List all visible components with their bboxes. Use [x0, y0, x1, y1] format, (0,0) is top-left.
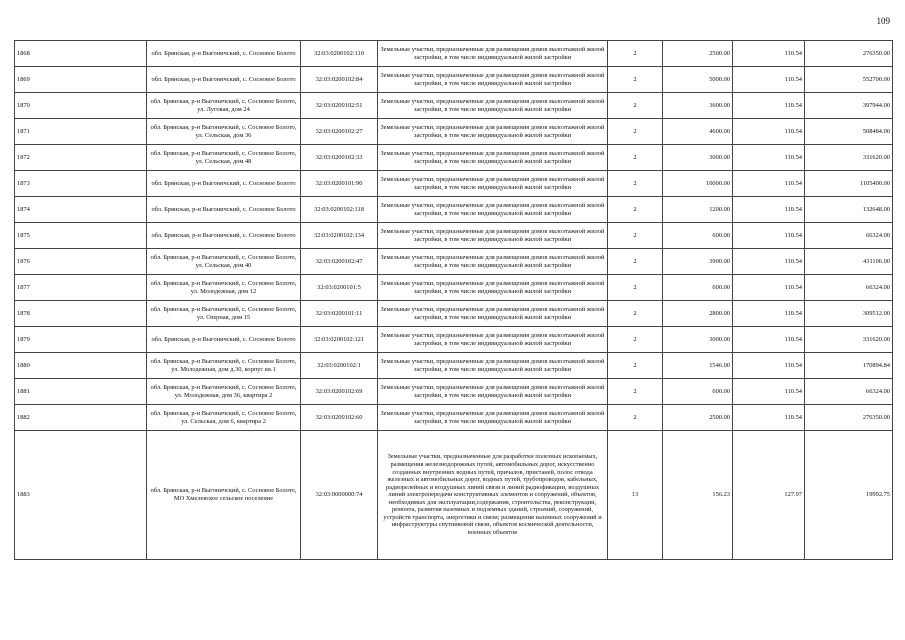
row-number: 1870: [15, 93, 147, 119]
table-row: [15, 275, 893, 301]
row-area: 3600.00: [663, 93, 733, 119]
row-address: обл. Брянская, р-н Выгоничский, с. Сосновое Болото, ул. Сельская, дом 48: [147, 145, 301, 171]
row-cadastral-number: 32:03:0200102:118: [301, 197, 378, 223]
row-cadastral-number: 32:03:0200102:84: [301, 67, 378, 93]
row-category: 2: [608, 223, 663, 249]
row-cadastral-number: 32:03:0200102:60: [301, 405, 378, 431]
row-category: 2: [608, 197, 663, 223]
row-rate: 127.97: [733, 431, 805, 560]
row-address: обл. Брянская, р-н Выгоничский, с. Сосновое Болото, ул. Озерная, дом 15: [147, 301, 301, 327]
table-row: [15, 405, 893, 431]
cadastral-value-table: [14, 40, 893, 560]
row-cadastral-number: 32:03:0200102:27: [301, 119, 378, 145]
row-number: 1880: [15, 353, 147, 379]
row-address: обл. Брянская, р-н Выгоничский, с. Сосновое Болото: [147, 41, 301, 67]
row-area: 3000.00: [663, 327, 733, 353]
row-number: 1877: [15, 275, 147, 301]
row-cadastral-value: 66324.00: [805, 379, 893, 405]
row-number: 1882: [15, 405, 147, 431]
row-area: 2500.00: [663, 405, 733, 431]
row-cadastral-value: 1105400.00: [805, 171, 893, 197]
row-category: 2: [608, 171, 663, 197]
row-permitted-use: Земельные участки, предназначенные для размещения домов малоэтажной жилой застройки, в том числе индивидуальной жилой застройки: [378, 275, 608, 301]
row-area: 600.00: [663, 223, 733, 249]
row-cadastral-number: 32:03:0200101:11: [301, 301, 378, 327]
row-address: обл. Брянская, р-н Выгоничский, с. Сосновое Болото: [147, 197, 301, 223]
row-number: 1883: [15, 431, 147, 560]
page-number: 109: [876, 16, 890, 26]
row-address: обл. Брянская, р-н Выгоничский, с. Сосновое Болото: [147, 67, 301, 93]
row-area: 3900.00: [663, 249, 733, 275]
row-rate: 110.54: [733, 145, 805, 171]
row-category: 2: [608, 249, 663, 275]
row-cadastral-number: 32:03:0200101:5: [301, 275, 378, 301]
row-permitted-use: Земельные участки, предназначенные для размещения домов малоэтажной жилой застройки, в том числе индивидуальной жилой застройки: [378, 405, 608, 431]
row-rate: 110.54: [733, 197, 805, 223]
row-area: 156.23: [663, 431, 733, 560]
table-body: [15, 41, 893, 560]
row-rate: 110.54: [733, 379, 805, 405]
row-rate: 110.54: [733, 249, 805, 275]
row-area: 3000.00: [663, 145, 733, 171]
row-cadastral-value: 276350.00: [805, 405, 893, 431]
row-number: 1879: [15, 327, 147, 353]
row-category: 2: [608, 145, 663, 171]
table-row: [15, 249, 893, 275]
row-number: 1874: [15, 197, 147, 223]
row-cadastral-number: 32:03:0200102:47: [301, 249, 378, 275]
row-permitted-use: Земельные участки, предназначенные для размещения домов малоэтажной жилой застройки, в том числе индивидуальной жилой застройки: [378, 93, 608, 119]
row-category: 2: [608, 41, 663, 67]
row-cadastral-value: 276350.00: [805, 41, 893, 67]
row-number: 1868: [15, 41, 147, 67]
row-rate: 110.54: [733, 93, 805, 119]
table-row: [15, 301, 893, 327]
row-area: 4600.00: [663, 119, 733, 145]
row-cadastral-number: 32:03:0200102:69: [301, 379, 378, 405]
row-number: 1872: [15, 145, 147, 171]
row-permitted-use: Земельные участки, предназначенные для размещения домов малоэтажной жилой застройки, в том числе индивидуальной жилой застройки: [378, 353, 608, 379]
row-number: 1881: [15, 379, 147, 405]
row-category: 2: [608, 93, 663, 119]
row-permitted-use: Земельные участки, предназначенные для размещения домов малоэтажной жилой застройки, в том числе индивидуальной жилой застройки: [378, 171, 608, 197]
row-permitted-use: Земельные участки, предназначенные для размещения домов малоэтажной жилой застройки, в том числе индивидуальной жилой застройки: [378, 327, 608, 353]
row-area: 1200.00: [663, 197, 733, 223]
table-row: [15, 379, 893, 405]
row-rate: 110.54: [733, 327, 805, 353]
row-area: 10000.00: [663, 171, 733, 197]
row-cadastral-number: 32:03:0200102:33: [301, 145, 378, 171]
table-row: [15, 93, 893, 119]
table-row: [15, 353, 893, 379]
table-row: [15, 67, 893, 93]
row-cadastral-value: 331620.00: [805, 327, 893, 353]
row-area: 2500.00: [663, 41, 733, 67]
row-area: 600.00: [663, 275, 733, 301]
row-address: обл. Брянская, р-н Выгоничский, с. Сосновое Болото: [147, 223, 301, 249]
row-cadastral-value: 508484.00: [805, 119, 893, 145]
row-area: 1546.00: [663, 353, 733, 379]
row-cadastral-value: 66324.00: [805, 223, 893, 249]
row-rate: 110.54: [733, 67, 805, 93]
row-number: 1873: [15, 171, 147, 197]
row-area: 600.00: [663, 379, 733, 405]
row-address: обл. Брянская, р-н Выгоничский, с. Сосновое Болото: [147, 171, 301, 197]
row-number: 1875: [15, 223, 147, 249]
row-area: 5000.00: [663, 67, 733, 93]
row-cadastral-value: 331620.00: [805, 145, 893, 171]
row-address: обл. Брянская, р-н Выгоничский, с. Сосновое Болото, ул. Молодежная, дом 36, квартира 2: [147, 379, 301, 405]
row-category: 2: [608, 405, 663, 431]
row-number: 1876: [15, 249, 147, 275]
row-cadastral-number: 32:03:0200102:134: [301, 223, 378, 249]
row-rate: 110.54: [733, 41, 805, 67]
row-address: обл. Брянская, р-н Выгоничский, с. Сосновое Болото, ул. Луговая, дом 24: [147, 93, 301, 119]
row-address: обл. Брянская, р-н Выгоничский, с. Сосновое Болото, ул. Сельская, дом 40: [147, 249, 301, 275]
row-number: 1878: [15, 301, 147, 327]
row-cadastral-value: 431106.00: [805, 249, 893, 275]
row-cadastral-number: 32:03:0200101:90: [301, 171, 378, 197]
row-rate: 110.54: [733, 223, 805, 249]
table-row: [15, 327, 893, 353]
table-row: [15, 431, 893, 560]
row-address: обл. Брянская, р-н Выгоничский, с. Сосновое Болото, ул. Молодежная, дом 12: [147, 275, 301, 301]
row-address: обл. Брянская, р-н Выгоничский, с. Сосновое Болото, МО Хмелевское сельское поселение: [147, 431, 301, 560]
row-cadastral-value: 309512.00: [805, 301, 893, 327]
row-category: 2: [608, 353, 663, 379]
row-permitted-use: Земельные участки, предназначенные для размещения домов малоэтажной жилой застройки, в том числе индивидуальной жилой застройки: [378, 379, 608, 405]
row-permitted-use: Земельные участки, предназначенные для размещения домов малоэтажной жилой застройки, в том числе индивидуальной жилой застройки: [378, 301, 608, 327]
row-permitted-use: Земельные участки, предназначенные для размещения домов малоэтажной жилой застройки, в том числе индивидуальной жилой застройки: [378, 249, 608, 275]
row-cadastral-number: 32:03:0200102:121: [301, 327, 378, 353]
row-cadastral-number: 32:03:0200102:110: [301, 41, 378, 67]
row-permitted-use: Земельные участки, предназначенные для размещения домов малоэтажной жилой застройки, в том числе индивидуальной жилой застройки: [378, 223, 608, 249]
row-cadastral-value: 19992.75: [805, 431, 893, 560]
row-cadastral-value: 552700.00: [805, 67, 893, 93]
row-permitted-use: Земельные участки, предназначенные для размещения домов малоэтажной жилой застройки, в том числе индивидуальной жилой застройки: [378, 119, 608, 145]
row-category: 2: [608, 301, 663, 327]
row-category: 2: [608, 379, 663, 405]
table-row: [15, 145, 893, 171]
row-number: 1869: [15, 67, 147, 93]
row-rate: 110.54: [733, 353, 805, 379]
row-cadastral-value: 132648.00: [805, 197, 893, 223]
table-row: [15, 171, 893, 197]
row-cadastral-value: 170894.84: [805, 353, 893, 379]
row-cadastral-value: 66324.00: [805, 275, 893, 301]
table-row: [15, 41, 893, 67]
row-permitted-use: Земельные участки, предназначенные для размещения домов малоэтажной жилой застройки, в том числе индивидуальной жилой застройки: [378, 41, 608, 67]
row-permitted-use: Земельные участки, предназначенные для размещения домов малоэтажной жилой застройки, в том числе индивидуальной жилой застройки: [378, 67, 608, 93]
table-row: [15, 197, 893, 223]
row-cadastral-number: 32:03:0200102:51: [301, 93, 378, 119]
row-area: 2800.00: [663, 301, 733, 327]
row-rate: 110.54: [733, 171, 805, 197]
row-category: 2: [608, 119, 663, 145]
row-category: 2: [608, 327, 663, 353]
table-row: [15, 223, 893, 249]
row-cadastral-number: 32:03:0200102:1: [301, 353, 378, 379]
row-category: 13: [608, 431, 663, 560]
row-address: обл. Брянская, р-н Выгоничский, с. Сосновое Болото: [147, 327, 301, 353]
row-cadastral-value: 397944.00: [805, 93, 893, 119]
row-rate: 110.54: [733, 301, 805, 327]
row-permitted-use: Земельные участки, предназначенные для разработки полезных ископаемых, размещения железнодорожных путей, автомобильных дорог, искусственно созданных внутренних водных путей, причалов, пристаней, полос отвода железных и автомобильных дорог, водных путей, трубопроводов, кабельных, радиорелейных и воздушных линий связи и линий радиофикации, воздушных линий электропередачи конструктивных элементов и сооружений, объектов, необходимых для эксплуатации,содержания, строительства, реконструкции, ремонта, развития наземных и подземных зданий, строений, сооружений, устройств транспорта, энергетики и связи; размещения наземных сооружений и инфраструктуры спутниковой связи, объектов космической деятельности, военных объектов: [378, 431, 608, 560]
row-permitted-use: Земельные участки, предназначенные для размещения домов малоэтажной жилой застройки, в том числе индивидуальной жилой застройки: [378, 145, 608, 171]
row-number: 1871: [15, 119, 147, 145]
row-rate: 110.54: [733, 275, 805, 301]
row-cadastral-number: 32:03:0000000:74: [301, 431, 378, 560]
row-rate: 110.54: [733, 405, 805, 431]
row-address: обл. Брянская, р-н Выгоничский, с. Сосновое Болото, ул. Молодежная, дом д.30, корпус кв.1: [147, 353, 301, 379]
row-address: обл. Брянская, р-н Выгоничский, с. Сосновое Болото, ул. Сельская, дом 6, квартира 2: [147, 405, 301, 431]
row-permitted-use: Земельные участки, предназначенные для размещения домов малоэтажной жилой застройки, в том числе индивидуальной жилой застройки: [378, 197, 608, 223]
row-category: 2: [608, 275, 663, 301]
row-rate: 110.54: [733, 119, 805, 145]
table-row: [15, 119, 893, 145]
row-address: обл. Брянская, р-н Выгоничский, с. Сосновое Болото, ул. Сельская, дом 36: [147, 119, 301, 145]
row-category: 2: [608, 67, 663, 93]
